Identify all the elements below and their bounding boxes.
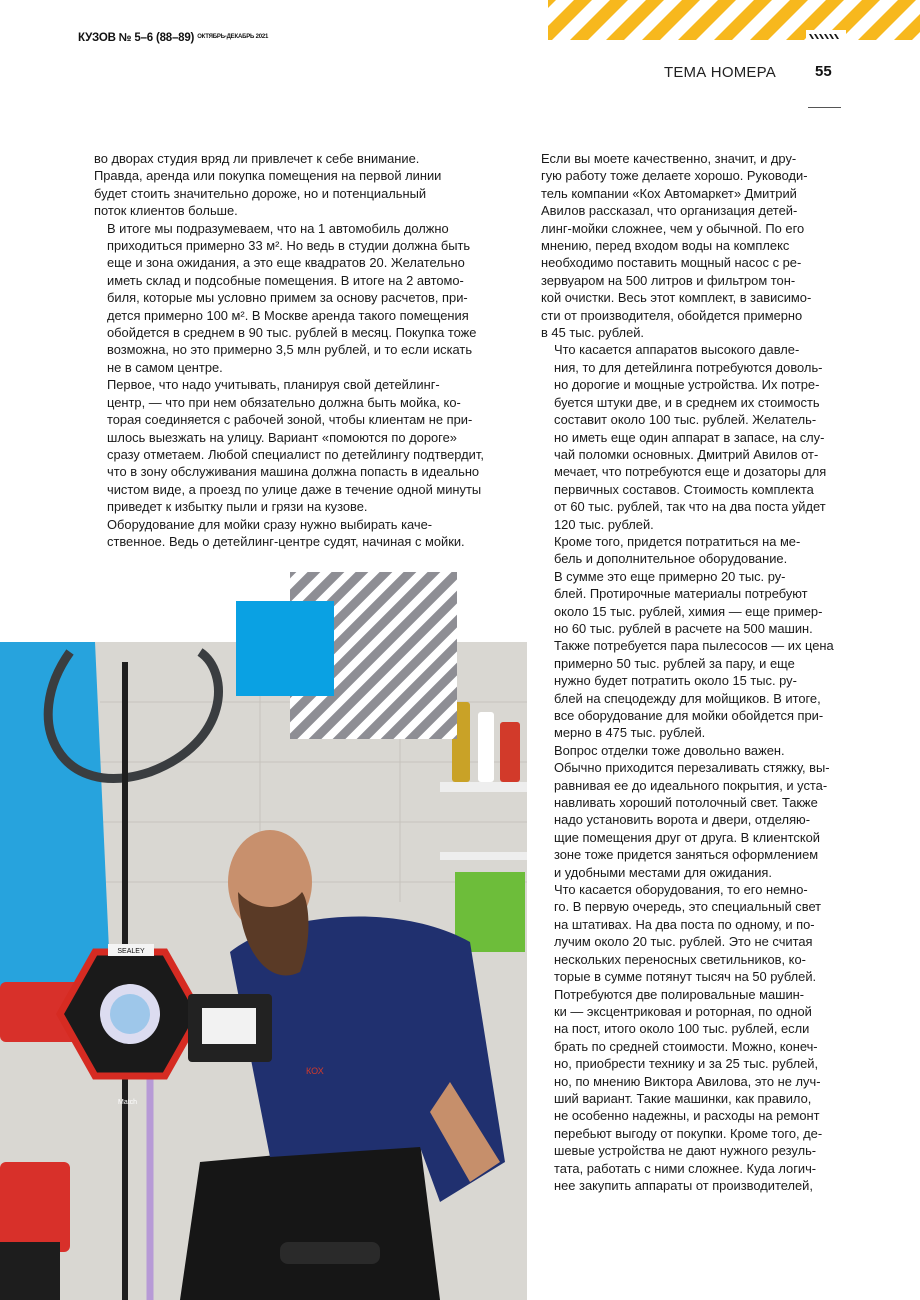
shelf [440,852,527,860]
text-line: мнению, перед входом воды на комплекс [541,238,790,254]
text-line: В сумме это еще примерно 20 тыс. ру- [554,568,786,584]
text-line: Потребуются две полировальные машин- [554,986,805,1002]
red-cart [0,1162,70,1252]
text-line: нужно будет потратить около 15 тыс. ру- [554,673,797,689]
text-line: приведет к избытку пыли и грязи на кузове. [107,499,368,515]
text-line: но, приобрести технику и за 25 тыс. рублей, [554,1056,819,1072]
text-line: центр, — что при нем обязательно должна быть мойка, ко- [107,394,461,410]
text-line: биля, которые мы условно примем за основу расчетов, при- [107,290,468,306]
text-line: поток клиентов больше. [94,203,238,219]
text-line: ки — эксцентриковая и роторная, по одной [554,1003,812,1019]
magazine-header [78,32,268,44]
text-line: первичных составов. Стоимость комплекта [554,481,814,497]
text-line: Что касается аппаратов высокого давле- [554,342,800,358]
text-line: но дорогие и мощные устройства. Их потре- [554,377,820,393]
header-stripe-band [548,0,920,40]
text-line: ственное. Ведь о детейлинг-центре судят, начиная с мойки. [107,533,465,549]
paragraph [541,881,841,1194]
text-line: лучим около 20 тыс. рублей. Это не считая [554,934,813,950]
text-line: чай поломки основных. Дмитрий Авилов от- [554,446,819,462]
text-line: необходимо поставить мощный насос с ре- [541,255,802,271]
bottle [478,712,494,782]
paragraph [94,516,494,551]
text-line: мерно в 475 тыс. рублей. [554,725,706,741]
text-line: Вопрос отделки тоже довольно важен. [554,742,785,758]
paragraph [541,533,841,742]
shirt-logo: КОХ [306,1066,324,1076]
article-right-column [541,150,841,1194]
text-line: но иметь еще один аппарат в запасе, на слу- [554,429,825,445]
text-line: блей на спецодежду для мойщиков. В итоге, [554,690,821,706]
text-line: тель компании «Кох Автомаркет» Дмитрий [541,185,797,201]
text-line: гую работу тоже делаете хорошо. Руководи- [541,168,808,184]
text-line: равнивая ее до идеального покрытия, и уста- [554,777,828,793]
article-left-column [94,150,494,550]
text-line: бель и дополнительное оборудование. [554,551,788,567]
decorative-blue-square [236,601,334,696]
text-line: нее закупить аппараты от производителей, [554,1177,813,1193]
text-line: сразу отметаем. Любой специалист по детейлингу подтвердит, [107,446,484,462]
text-line: Правда, аренда или покупка помещения на первой линии [94,168,442,184]
text-line: и удобными местами для ожидания. [554,864,772,880]
text-line: блей. Протирочные материалы потребуют [554,586,808,602]
shelf [440,782,527,792]
text-line: сти от производителя, обойдется примерно [541,307,803,323]
paragraph [541,150,841,341]
text-line: но, по мнению Виктора Авилова, это не луч- [554,1073,821,1089]
text-line: надо установить ворота и двери, отделяю- [554,812,811,828]
text-line: на пост, итого около 100 тыс. рублей, если [554,1021,810,1037]
text-line: 120 тыс. рублей. [554,516,654,532]
text-line: составит около 100 тыс. рублей. Желатель- [554,412,817,428]
text-line: приходиться примерно 33 м². Но ведь в студии должна быть [107,238,471,254]
text-line: иметь склад и подсобные помещения. В итоге на 2 автомо- [107,272,464,288]
text-line: не особенно надежны, и расходы на ремонт [554,1108,820,1124]
text-line: Оборудование для мойки сразу нужно выбирать каче- [107,516,433,532]
text-line: ния, то для детейлинга потребуются доволь- [554,359,823,375]
text-line: но 60 тыс. рублей в расчете на 500 машин. [554,620,813,636]
text-line: возможна, но это примерно 3,5 млн рублей, и то если искать [107,342,473,358]
text-line: торые в сумме потянут тысяч на 50 рублей. [554,969,817,985]
text-line: что в зону обслуживания машина должна попасть в идеально [107,464,480,480]
issue-date: ОКТЯБРЬ-ДЕКАБРЬ 2021 [197,34,269,40]
magazine-issue: КУЗОВ № 5–6 (88–89) [78,32,195,44]
page-number: 55 [815,63,832,80]
text-line: в 45 тыс. рублей. [541,325,645,341]
text-line: брать по средней стоимости. Можно, конеч- [554,1038,818,1054]
text-line: Также потребуется пара пылесосов — их цена [554,638,834,654]
text-line: мечает, что потребуются еще и дозаторы для [554,464,827,480]
paragraph [94,376,494,515]
cart-base [0,1242,60,1300]
page-number-rule [808,107,841,108]
text-line: во дворах студия вряд ли привлечет к себе внимание. [94,151,420,166]
section-title: ТЕМА НОМЕРА [663,64,776,81]
paragraph [541,341,841,532]
text-line: нескольких переносных светильников, ко- [554,951,806,967]
text-line: шевые устройства не дают нужного резуль- [554,1143,817,1159]
text-line: примерно 50 тыс. рублей за пару, и еще [554,655,795,671]
floodlight-panel [202,1008,256,1044]
blue-wall [0,642,110,1002]
text-line: щие помещения друг от друга. В клиентской [554,829,820,845]
text-line: все оборудование для мойки обойдется при- [554,708,824,723]
text-line: В итоге мы подразумеваем, что на 1 автомобиль должно [107,220,449,236]
text-line: Что касается оборудования, то его немно- [554,882,808,898]
text-line: дется примерно 100 м². В Москве аренда такого помещения [107,307,469,323]
text-line: обойдется в среднем в 90 тыс. рублей в месяц. Покупка тоже [107,325,477,341]
text-line: около 15 тыс. рублей, химия — еще пример- [554,603,823,619]
lamp-model: Match [118,1099,138,1106]
text-line: еще и зона ожидания, а это еще квадратов 20. Желательно [107,255,465,271]
text-line: Если вы моете качественно, значит, и дру- [541,151,797,166]
bottle [500,722,520,782]
text-line: Кроме того, придется потратиться на ме- [554,533,801,549]
text-line: Обычно приходится перезаливать стяжку, вы- [554,760,830,776]
stool [280,1242,380,1264]
text-line: чистом виде, а проезд по улице даже в течение одной минуты [107,481,482,497]
text-line: не в самом центре. [107,359,223,375]
text-line: буется штуки две, и в среднем их стоимость [554,394,820,410]
paragraph [94,150,494,220]
paragraph [94,220,494,377]
text-line: будет стоить значительно дороже, но и потенциальный [94,185,427,201]
paragraph [541,742,841,881]
text-line: от 60 тыс. рублей, так что на два поста уйдет [554,499,826,515]
text-line: торая соединяется с рабочей зоной, чтобы клиентам не при- [107,412,473,428]
text-line: Авилов рассказал, что организация детей- [541,203,798,219]
text-line: шлось выезжать на улицу. Вариант «помоются по дороге» [107,429,457,445]
text-line: перебьют выгоду от покупки. Кроме того, де- [554,1125,823,1141]
text-line: го. В первую очередь, это специальный свет [554,899,822,915]
article-photo [0,642,527,1300]
text-line: тата, работать с ними сложнее. Куда логич- [554,1160,817,1176]
text-line: ший вариант. Такие машинки, как правило, [554,1090,812,1106]
text-line: Первое, что надо учитывать, планируя свой детейлинг- [107,377,440,393]
text-line: зервуаром на 500 литров и фильтром тон- [541,272,796,288]
lamp-brand: SEALEY [117,948,145,955]
text-line: зоне тоже придется заняться оформлением [554,847,819,863]
person-legs [180,1142,440,1300]
text-line: линг-мойки сложнее, чем у обычной. По его [541,220,805,236]
text-line: на штативах. На два поста по одному, и по- [554,916,815,932]
lamp-lens-inner [110,994,150,1034]
text-line: навливать хороший потолочный свет. Также [554,795,818,811]
text-line: кой очистки. Весь этот комплект, в зависимо- [541,290,812,306]
